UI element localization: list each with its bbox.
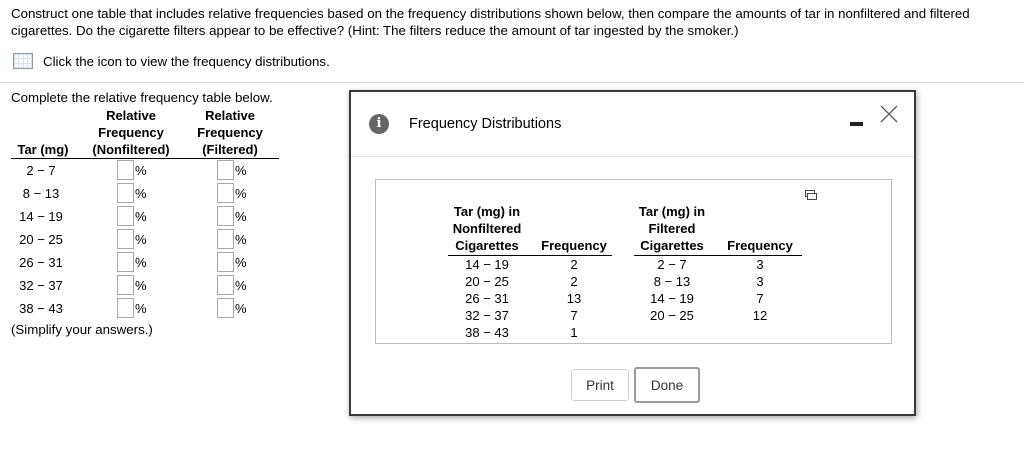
header-tar: Tar (mg): [17, 142, 69, 157]
table-row: [11, 252, 281, 275]
header-filtered-line3: (Filtered): [202, 142, 258, 157]
close-icon[interactable]: [879, 104, 899, 124]
filtered-header-line3: Cigarettes: [640, 238, 704, 253]
header-rule: [11, 158, 279, 159]
class-label: 20 − 25: [19, 232, 63, 247]
table-grid-icon[interactable]: [13, 53, 33, 69]
percent-sign: %: [135, 185, 147, 201]
class-label: 8 − 13: [22, 186, 60, 201]
nonfiltered-class-cell: 32 − 37: [465, 308, 509, 323]
header-nonfiltered-line2: Frequency: [98, 125, 164, 140]
dialog-header: [351, 92, 914, 157]
nonfiltered-class-cell: 26 − 31: [465, 291, 509, 306]
filtered-frequency-cell: 3: [756, 257, 764, 272]
frequency-distributions-dialog: [349, 90, 916, 416]
percent-sign: %: [135, 277, 147, 293]
filtered-answer-input[interactable]: [217, 206, 234, 226]
filtered-frequency-cell: 7: [756, 291, 764, 306]
filtered-answer-input[interactable]: [217, 298, 234, 318]
class-label: 26 − 31: [19, 255, 63, 270]
header-nonfiltered-line1: Relative: [106, 108, 156, 123]
filtered-header-line2: Filtered: [648, 221, 696, 236]
done-button[interactable]: Done: [634, 367, 700, 403]
class-label: 2 − 7: [26, 163, 56, 178]
percent-sign: %: [235, 254, 247, 270]
info-icon: i: [369, 114, 389, 134]
filtered-answer-input[interactable]: [217, 229, 234, 249]
distribution-tables: [375, 179, 892, 344]
filtered-class-header: [630, 203, 714, 254]
nonfiltered-answer-input[interactable]: [117, 298, 134, 318]
nonfiltered-answer-input[interactable]: [117, 206, 134, 226]
percent-sign: %: [135, 208, 147, 224]
class-label: 38 − 43: [19, 301, 63, 316]
header-nonfiltered-line3: (Nonfiltered): [92, 142, 170, 157]
table-row: [11, 183, 281, 206]
question-text: Construct one table that includes relative frequencies based on the frequency distributions shown below, then compare the amounts of tar in nonfiltered and filtered cigarettes. Do the cigarette filters appear to be effective? (Hint: The filters reduce the amount of tar ingested by the smoker.): [11, 6, 970, 38]
filtered-answer-input[interactable]: [217, 275, 234, 295]
filtered-header-line1: Tar (mg) in: [638, 204, 706, 219]
class-label: 32 − 37: [19, 278, 63, 293]
nonfiltered-frequency-cell: 2: [570, 274, 578, 289]
filtered-frequency-cell: 3: [756, 274, 764, 289]
percent-sign: %: [235, 300, 247, 316]
percent-sign: %: [135, 300, 147, 316]
nonfiltered-answer-input[interactable]: [117, 183, 134, 203]
percent-sign: %: [235, 185, 247, 201]
nonfiltered-answer-input[interactable]: [117, 160, 134, 180]
header-filtered: [189, 107, 271, 158]
header-filtered-line2: Frequency: [197, 125, 263, 140]
header-nonfiltered: [83, 107, 179, 158]
nonfiltered-answer-input[interactable]: [117, 275, 134, 295]
filtered-class-cell: 14 − 19: [650, 291, 694, 306]
table-row: [11, 275, 281, 298]
nonfiltered-answer-input[interactable]: [117, 229, 134, 249]
nonfiltered-answer-input[interactable]: [117, 252, 134, 272]
percent-sign: %: [235, 208, 247, 224]
filtered-class-cell: 20 − 25: [650, 308, 694, 323]
percent-sign: %: [135, 254, 147, 270]
nonfiltered-class-cell: 38 − 43: [465, 325, 509, 340]
copy-icon[interactable]: [805, 190, 817, 201]
table-instruction: Complete the relative frequency table below.: [11, 90, 273, 105]
filtered-frequency-header: Frequency: [727, 238, 793, 253]
view-distributions-link[interactable]: [13, 52, 330, 70]
filtered-answer-input[interactable]: [217, 252, 234, 272]
table-row: [11, 229, 281, 252]
nonfiltered-class-header: [442, 203, 532, 254]
filtered-answer-input[interactable]: [217, 183, 234, 203]
percent-sign: %: [135, 162, 147, 178]
nonfiltered-frequency-cell: 2: [570, 257, 578, 272]
class-label: 14 − 19: [19, 209, 63, 224]
filtered-answer-input[interactable]: [217, 160, 234, 180]
nonfiltered-header-line1: Tar (mg) in: [453, 204, 521, 219]
filtered-class-cell: 2 − 7: [657, 257, 687, 272]
table-row: [11, 206, 281, 229]
icon-instruction: Click the icon to view the frequency distributions.: [43, 53, 330, 69]
nonfiltered-class-cell: 20 − 25: [465, 274, 509, 289]
filtered-frequency-cell: 12: [752, 308, 768, 323]
nonfiltered-frequency-cell: 1: [570, 325, 578, 340]
percent-sign: %: [235, 277, 247, 293]
minimize-icon[interactable]: [850, 116, 864, 130]
table-row: [11, 298, 281, 321]
table-row: [11, 160, 281, 183]
percent-sign: %: [235, 162, 247, 178]
nonfiltered-class-cell: 14 − 19: [465, 257, 509, 272]
nonfiltered-header-line2: Nonfiltered: [452, 221, 522, 236]
percent-sign: %: [235, 231, 247, 247]
simplify-note: (Simplify your answers.): [11, 322, 153, 337]
header-filtered-line1: Relative: [205, 108, 255, 123]
nonfiltered-frequency-cell: 13: [566, 291, 582, 306]
print-button[interactable]: Print: [571, 369, 629, 401]
nonfiltered-frequency-header: Frequency: [541, 238, 607, 253]
dialog-title: Frequency Distributions: [409, 116, 562, 132]
filtered-class-cell: 8 − 13: [653, 274, 691, 289]
percent-sign: %: [135, 231, 147, 247]
nonfiltered-header-line3: Cigarettes: [455, 238, 519, 253]
nonfiltered-frequency-cell: 7: [570, 308, 578, 323]
divider: [0, 82, 1024, 83]
